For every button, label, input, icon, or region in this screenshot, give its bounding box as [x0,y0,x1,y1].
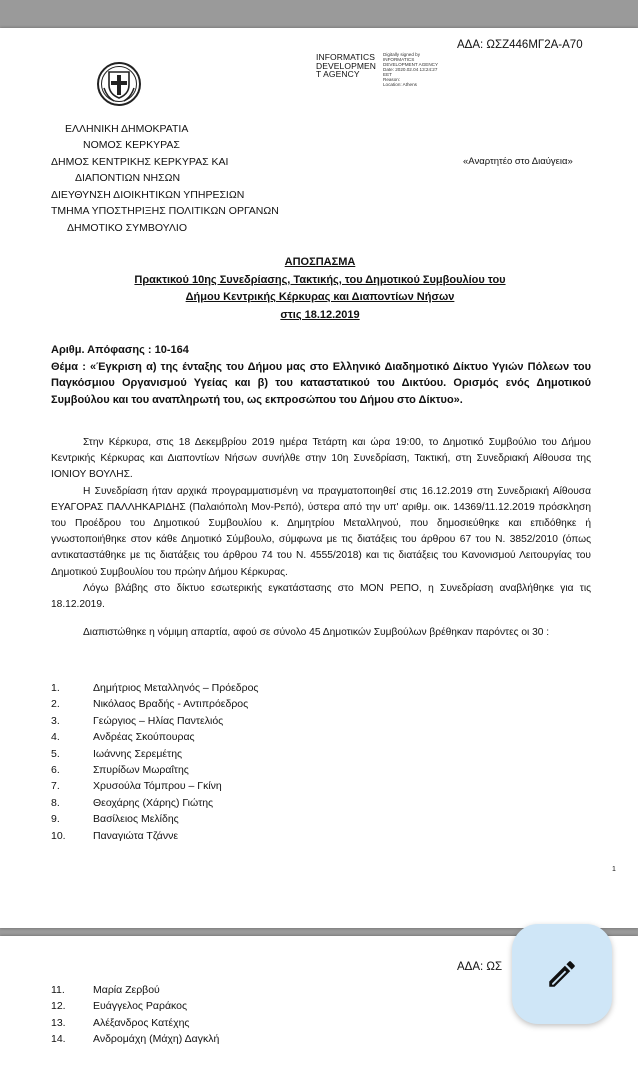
members-list [51,982,219,1048]
decision-subject: Θέμα : «Έγκριση α) της ένταξης του Δήμου μας στο Ελληνικό Διαδημοτικό Δίκτυο Υγιών Πόλεων του Παγκόσμιου Οργανισμού Υγείας και β) του καταστατικού του Δικτύου. Ορισμός ενός Δημοτικού Συμβούλου και του αναπληρωτή του, ως εκπροσώπου του Δήμου στο Δίκτυο». [51,360,591,406]
item-number: 4. [51,731,60,744]
item-number: 10. [51,829,66,842]
item-number: 12. [51,1000,66,1013]
signature-org-line: T AGENCY [316,69,360,79]
authority-line: ΔΙΑΠΟΝΤΙΩΝ ΝΗΣΩΝ [75,172,181,184]
signature-detail: Location: Athens [383,82,417,87]
signature-detail: DEVELOPMENT AGENCY [383,62,439,67]
signature-detail: EET [383,72,392,77]
item-number: 5. [51,747,60,760]
member-name: Βασίλειος Μελίδης [93,813,179,826]
member-name: Νικόλαος Βραδής - Αντιπρόεδρος [93,698,249,711]
list-item [51,982,219,998]
paragraph: Διαπιστώθηκε η νόμιμη απαρτία, αφού σε σύνολο 45 Δημοτικών Συμβούλων βρέθηκαν παρόντες οι 30 : [83,627,550,639]
authority-line: ΝΟΜΟΣ ΚΕΡΚΥΡΑΣ [83,139,180,151]
item-number: 11. [51,984,65,996]
member-name: Παναγιώτα Τζάννε [93,829,178,842]
edit-button[interactable] [512,924,612,1024]
signature-detail: Reason: [383,77,401,82]
list-item [51,828,258,844]
member-name: Ανδρομάχη (Μάχη) Δαγκλή [93,1033,220,1046]
item-number: 2. [51,698,60,711]
list-item [51,762,258,778]
authority-line: ΔΗΜΟΤΙΚΟ ΣΥΜΒΟΥΛΙΟ [67,222,188,234]
document-page-1 [0,28,638,928]
title-line: στις 18.12.2019 [280,308,360,321]
digital-signature-org [316,53,376,79]
signature-detail: Date: 2020.02.04 13:24:27 [383,67,438,72]
paragraph: Η Συνεδρίαση ήταν αρχικά προγραμματισμένη να πραγματοποιηθεί στις 16.12.2019 στη Συνεδριακή Αίθουσα ΕΥΑΓΟΡΑΣ ΠΑΛΛΗΚΑΡΙΔΗΣ (Παλαιόπολη Μον-Ρεπό), ύστερα από την υπ' αριθμ. οικ. 14369/11.12.2019 πρόσκληση του Προέδρου του Δημοτικού Συμβουλίου κ. Δημητρίου Μεταλληνού, που δημοσιεύθηκε και επιδόθηκε ή γνωστοποιήθηκε στον κάθε Δημοτικό Σύμβουλο, σύμφωνα με τις διατάξεις του άρθρου 67 του Ν. 3852/2010 (όπως αντικαταστάθηκε με τις διατάξεις του άρθρου 74 του Ν. 4555/2018) και τις διατάξεις του Κανονισμού Λειτουργίας του Δημοτικού Συμβουλίου του πρώην Δήμου Κέρκυρας. [51,485,591,578]
item-number: 8. [51,796,60,809]
ada-code: ΑΔΑ: ΩΣΖ446ΜΓ2Α-Α70 [457,39,583,51]
member-name: Ανδρέας Σκούπουρας [93,731,195,744]
signature-org-line: INFORMATICS [316,52,376,62]
title-line: ΑΠΟΣΠΑΣΜΑ [284,256,356,268]
document-title [40,254,600,324]
title-line: Πρακτικού 10ης Συνεδρίασης, Τακτικής, του Δημοτικού Συμβουλίου του [134,273,506,286]
ada-code: ΑΔΑ: ΩΣ [457,961,503,973]
list-item [51,713,258,729]
member-name: Δημήτριος Μεταλληνός – Πρόεδρος [93,682,259,694]
decision-block [51,342,591,408]
decision-number: Αριθμ. Απόφασης : 10-164 [51,344,189,356]
authority-line: ΔΙΕΥΘΥΝΣΗ ΔΙΟΙΚΗΤΙΚΩΝ ΥΠΗΡΕΣΙΩΝ [51,189,245,201]
signature-detail: Digitally signed by [383,52,421,57]
member-name: Σπυρίδων Μωραΐτης [93,764,189,777]
paragraph: Στην Κέρκυρα, στις 18 Δεκεμβρίου 2019 ημέρα Τετάρτη και ώρα 19:00, το Δημοτικό Συμβούλιο του Δήμου Κεντρικής Κέρκυρας και Διαποντίων Νήσων συνήλθε στην 10η Συνεδρίαση, Τακτική, στη Συνεδριακή Αίθουσα της ΙΟΝΙΟΥ ΒΟΥΛΗΣ. [51,437,591,481]
item-number: 7. [51,780,60,793]
signature-org-line: DEVELOPMEN [316,60,377,71]
member-name: Μαρία Ζερβού [93,984,160,996]
member-name: Ιωάννης Σερεμέτης [93,747,183,760]
list-item [51,729,258,745]
list-item [51,1031,219,1047]
title-line: Δήμου Κεντρικής Κέρκυρας και Διαποντίων Νήσων [185,291,455,303]
item-number: 14. [51,1033,66,1046]
list-item [51,811,258,827]
item-number: 13. [51,1016,66,1029]
list-item [51,1015,219,1031]
member-name: Θεοχάρης (Χάρης) Γιώτης [93,796,214,809]
item-number: 3. [51,714,60,727]
item-number: 9. [51,813,60,826]
posted-note: «Αναρτητέο στο Διαύγεια» [463,156,573,167]
list-item [51,795,258,811]
page-number: 1 [612,866,616,873]
authority-line: ΔΗΜΟΣ ΚΕΝΤΡΙΚΗΣ ΚΕΡΚΥΡΑΣ ΚΑΙ [51,156,229,168]
greek-emblem-icon [96,61,142,107]
pencil-icon [545,957,579,991]
list-item [51,778,258,794]
digital-signature-details [383,52,438,87]
list-item [51,680,258,696]
authority-line: ΤΜΗΜΑ ΥΠΟΣΤΗΡΙΞΗΣ ΠΟΛΙΤΙΚΩΝ ΟΡΓΑΝΩΝ [51,205,279,217]
list-item [51,746,258,762]
member-name: Γεώργιος – Ηλίας Παντελιός [93,714,224,727]
member-name: Χρυσούλα Τόμπρου – Γκίνη [93,780,222,793]
list-item [51,998,219,1014]
member-name: Αλέξανδρος Κατέχης [93,1016,190,1029]
item-number: 6. [51,764,60,777]
list-item [51,696,258,712]
body-paragraphs [51,435,591,641]
signature-detail: INFORMATICS [383,57,415,62]
authority-line: ΕΛΛΗΝΙΚΗ ΔΗΜΟΚΡΑΤΙΑ [65,123,189,135]
members-list [51,680,258,844]
item-number: 1. [51,682,60,694]
paragraph: Λόγω βλάβης στο δίκτυο εσωτερικής εγκατάστασης στο ΜΟΝ ΡΕΠΟ, η Συνεδρίαση αναβλήθηκε για τις 18.12.2019. [51,582,591,611]
member-name: Ευάγγελος Ραράκος [93,1000,188,1013]
